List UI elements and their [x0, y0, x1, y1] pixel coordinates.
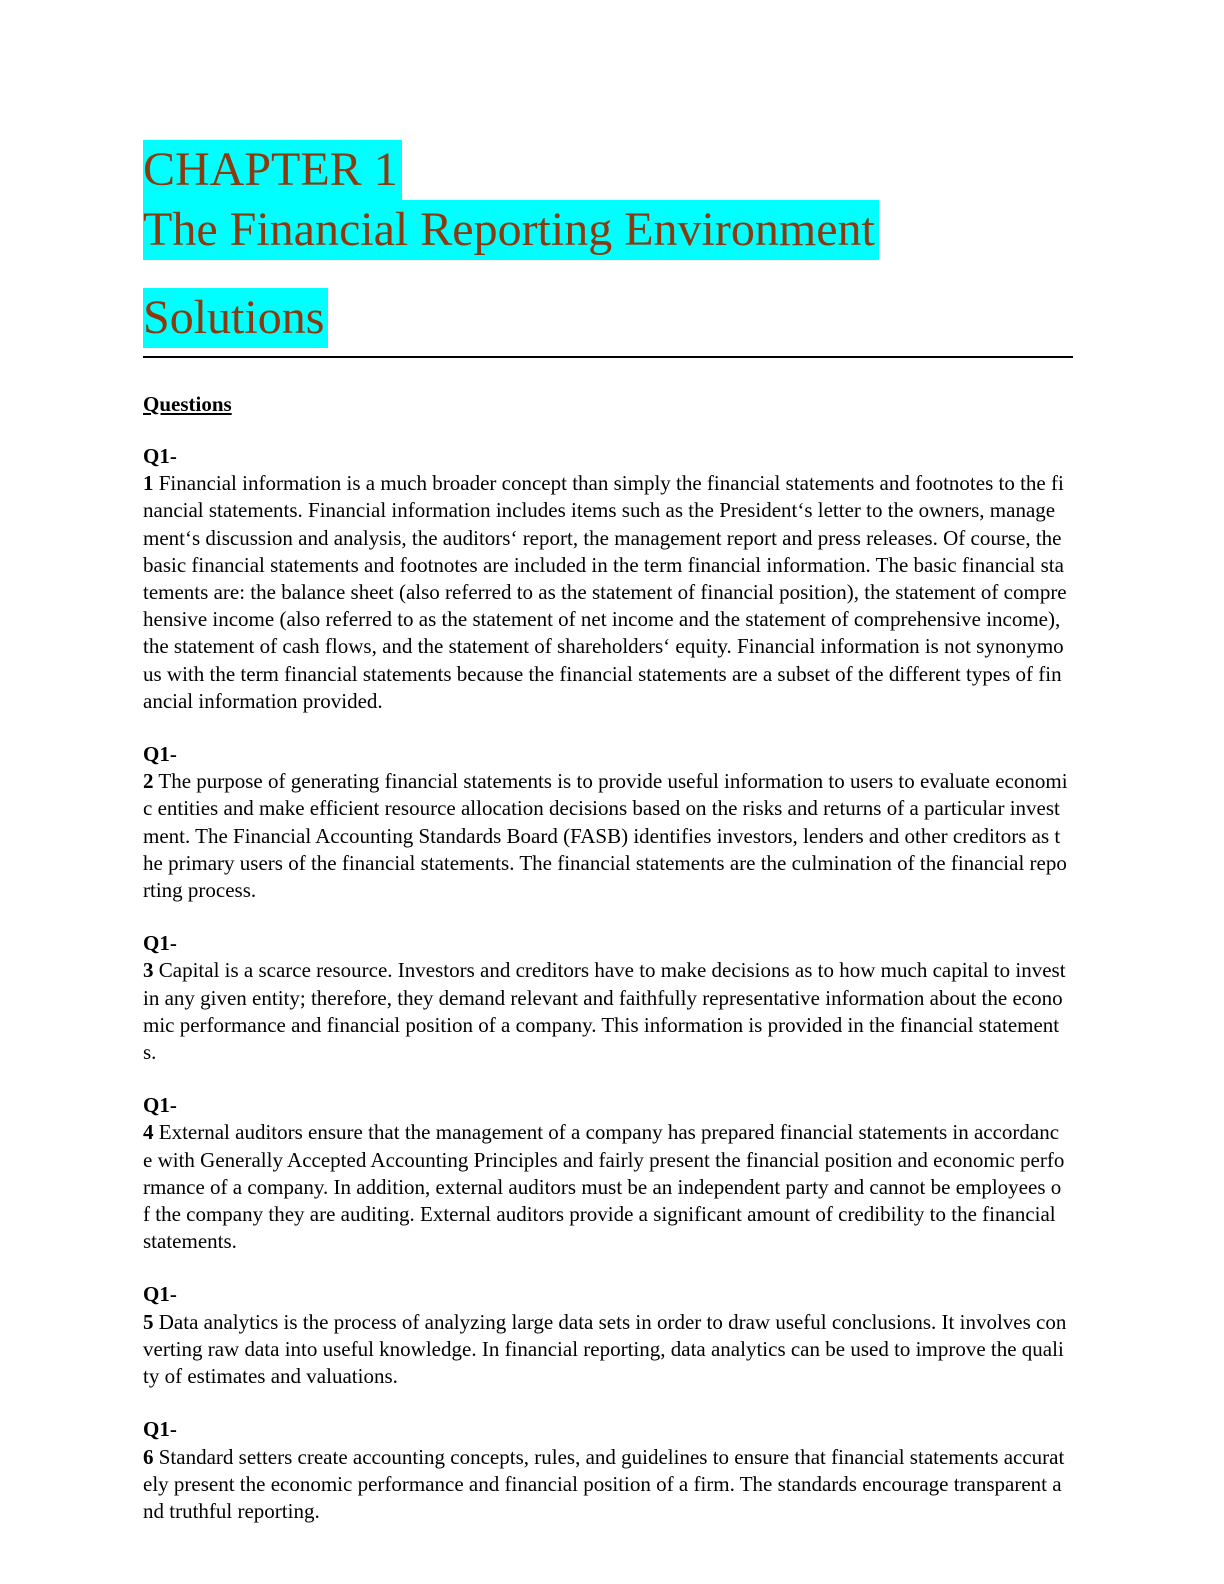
answer-text: [143, 471, 1067, 713]
answer-body: Capital is a scarce resource. Investors and creditors have to make decisions as to how much capital to invest in any given entity; therefore, they demand relevant and faithfully representative information about the economic performance and financial position of a company. This information is provided in the financial statements.: [143, 958, 1066, 1065]
question-number: 5: [143, 1309, 154, 1334]
question-answer: [143, 930, 1068, 1066]
section-heading: Questions: [143, 392, 232, 416]
question-number: 1: [143, 471, 154, 496]
answer-text: [143, 1445, 1064, 1523]
answer-body: External auditors ensure that the management of a company has prepared financial statements in accordance with Generally Accepted Accounting Principles and fairly present the financial position and economic performance of a company. In addition, external auditors must be an independent party and cannot be employees of the company they are auditing. External auditors provide a significant amount of credibility to the financial statements.: [143, 1120, 1065, 1254]
question-label: Q1-: [143, 444, 177, 468]
answer-text: [143, 1120, 1064, 1253]
answer-body: Financial information is a much broader concept than simply the financial statements and footnotes to the financial statements. Financial information includes items such as the President‘s letter to the owners, management‘s discussion and analysis, the auditors‘ report, the management report and press releases. Of course, the basic financial statements and footnotes are included in the term financial information. The basic financial statements are: the balance sheet (also referred to as the statement of financial position), the statement of comprehensive income (also referred to as the statement of net income and the statement of comprehensive income), the statement of cash flows, and the statement of shareholders‘ equity. Financial information is not synonymous with the term financial statements because the financial statements are a subset of the different types of financial information provided.: [143, 471, 1067, 713]
answer-body: Standard setters create accounting concepts, rules, and guidelines to ensure that financial statements accurately present the economic performance and financial position of a firm. The standards encourage transparent and truthful reporting.: [143, 1444, 1065, 1523]
chapter-heading: [143, 140, 1073, 348]
question-number: 4: [143, 1120, 154, 1145]
horizontal-divider: [143, 356, 1073, 358]
answer-body: The purpose of generating financial statements is to provide useful information to users to evaluate economic entities and make efficient resource allocation decisions based on the risks and returns of a particular investment. The Financial Accounting Standards Board (FASB) identifies investors, lenders and other creditors as the primary users of the financial statements. The financial statements are the culmination of the financial reporting process.: [143, 769, 1068, 903]
chapter-subtitle: Solutions: [143, 288, 328, 348]
question-label: Q1-: [143, 1093, 177, 1118]
answer-text: [143, 1310, 1066, 1388]
answer-text: [143, 958, 1066, 1064]
document-page: [143, 140, 1073, 1525]
answer-text: [143, 769, 1068, 902]
question-number: 2: [143, 769, 154, 794]
answer-body: Data analytics is the process of analyzing large data sets in order to draw useful conclusions. It involves converting raw data into useful knowledge. In financial reporting, data analytics can be used to improve the quality of estimates and valuations.: [143, 1309, 1067, 1389]
question-answer: [143, 1281, 1068, 1390]
question-number: 6: [143, 1444, 154, 1469]
question-label: Q1-: [143, 742, 177, 767]
question-label: Q1-: [143, 1282, 177, 1307]
question-number: 3: [143, 958, 154, 983]
question-answer: [143, 1416, 1068, 1525]
question-answer: [143, 741, 1068, 904]
question-label: Q1-: [143, 1417, 177, 1442]
question-answer: [143, 443, 1068, 715]
question-answer: [143, 1092, 1068, 1255]
question-label: Q1-: [143, 931, 177, 956]
chapter-title: The Financial Reporting Environment: [143, 200, 879, 260]
chapter-number: CHAPTER 1: [143, 140, 402, 200]
